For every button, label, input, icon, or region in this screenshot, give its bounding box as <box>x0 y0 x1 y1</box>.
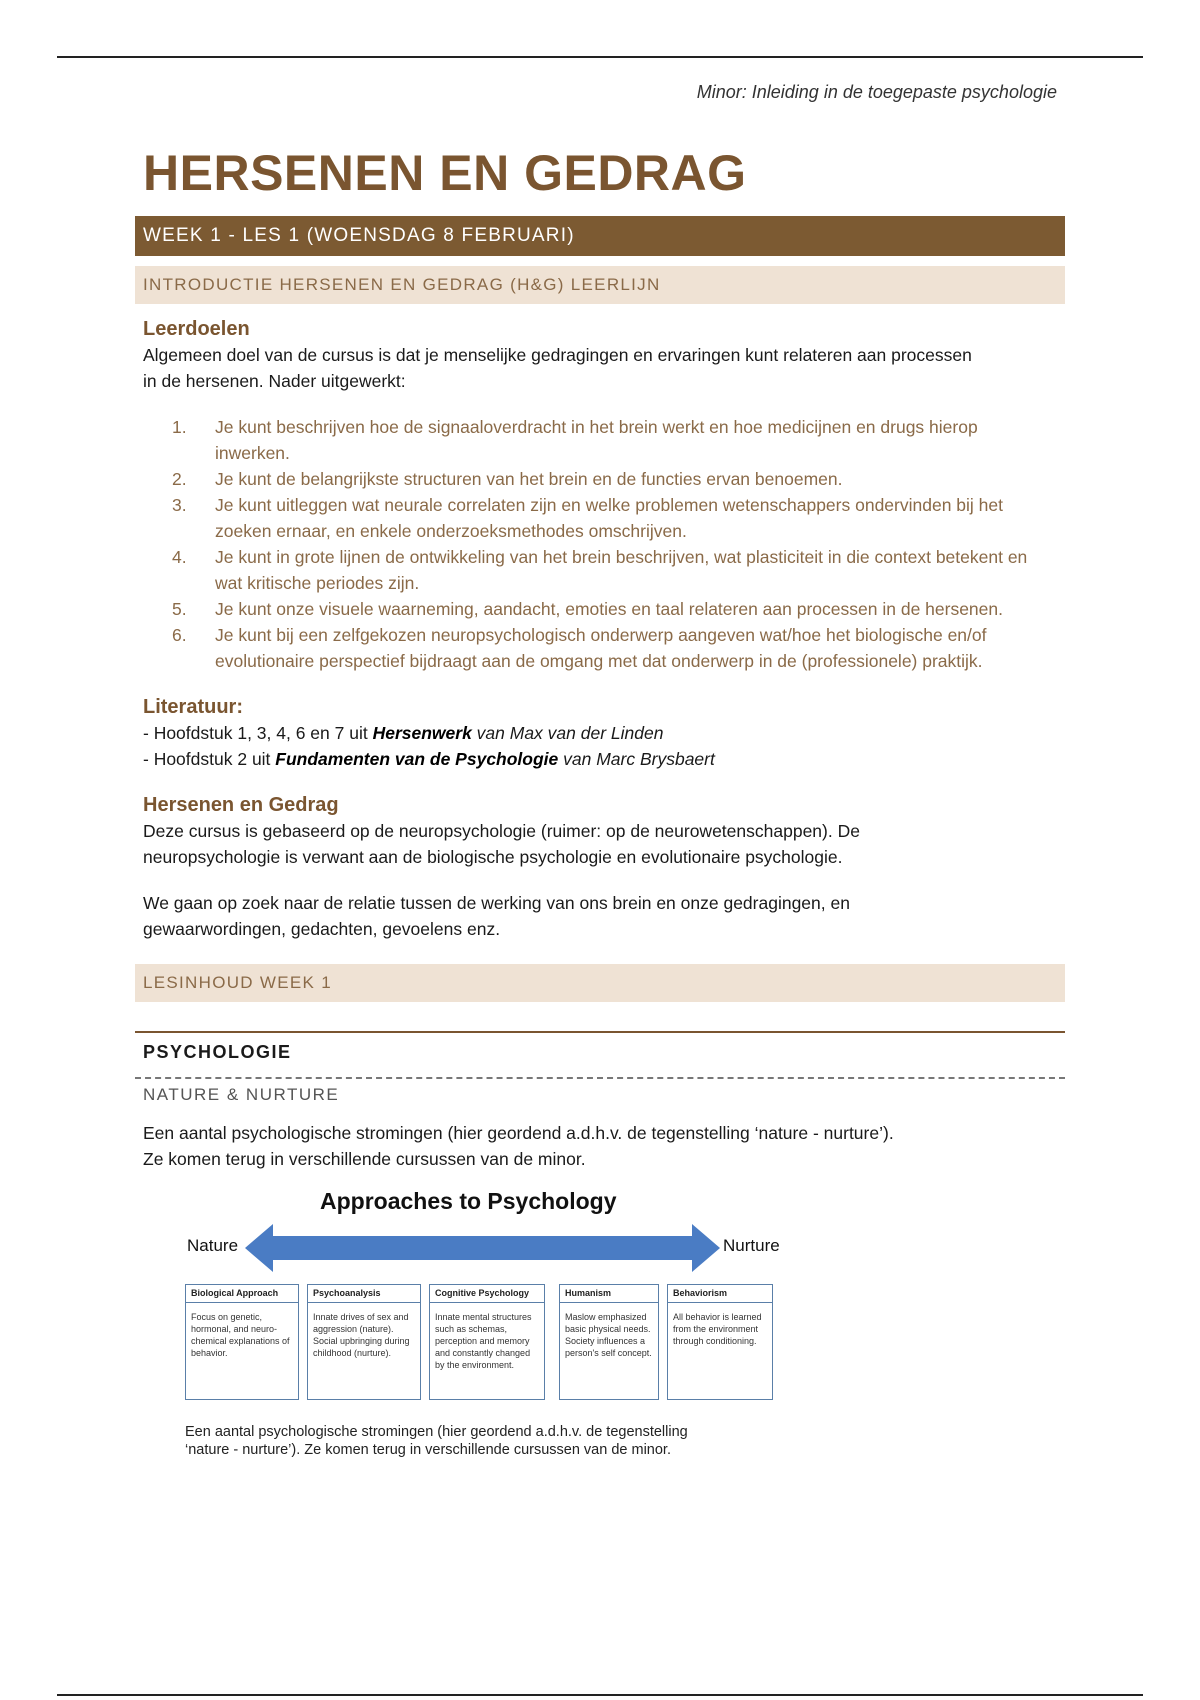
literature-item: - Hoofdstuk 1, 3, 4, 6 en 7 uit Hersenwerk van Max van der Linden <box>143 723 664 743</box>
goal-item: 6. Je kunt bij een zelfgekozen neuropsychologisch onderwerp aangeven wat/hoe het biologische en/of evolutionaire perspectief bijdraagt aan de omgang met dat onderwerp in de (professionele) praktijk. <box>172 625 987 671</box>
approach-box-humanism: Humanism Maslow emphasized basic physical needs. Society influences a person's self concept. <box>559 1284 659 1400</box>
approach-box-biological: Biological Approach Focus on genetic, hormonal, and neuro-chemical explanations of behavior. <box>185 1284 299 1400</box>
leerdoelen-section <box>135 316 1065 394</box>
hersenen-gedrag-heading: Hersenen en Gedrag <box>143 794 339 816</box>
paragraph-line: Deze cursus is gebaseerd op de neuropsychologie (ruimer: op de neurowetenschappen). De <box>143 821 860 841</box>
literatuur-section <box>135 694 1065 772</box>
double-arrow-icon <box>245 1224 720 1272</box>
paragraph-line: gewaarwordingen, gedachten, gevoelens enz. <box>143 919 501 939</box>
goal-item: 1. Je kunt beschrijven hoe de signaaloverdracht in het brein werkt en hoe medicijnen en drugs hierop inwerken. <box>172 417 978 463</box>
course-header: Minor: Inleiding in de toegepaste psychologie <box>696 82 1057 102</box>
week-heading-bar: WEEK 1 - LES 1 (WOENSDAG 8 FEBRUARI) <box>135 216 1065 256</box>
paragraph-line: Een aantal psychologische stromingen (hier geordend a.d.h.v. de tegenstelling ‘nature - nurture’). <box>143 1123 894 1143</box>
nature-nurture-heading: NATURE & NURTURE <box>143 1085 340 1104</box>
dashed-divider <box>135 1077 1065 1079</box>
page-title: HERSENEN EN GEDRAG <box>143 145 747 201</box>
literature-item: - Hoofdstuk 2 uit Fundamenten van de Psychologie van Marc Brysbaert <box>143 749 715 769</box>
intro-heading-bar: INTRODUCTIE HERSENEN EN GEDRAG (H&G) LEERLIJN <box>135 266 1065 304</box>
leerdoelen-intro-line-1: Algemeen doel van de cursus is dat je menselijke gedragingen en ervaringen kunt relateren aan processen <box>143 345 972 365</box>
nature-label: Nature <box>187 1236 239 1255</box>
goal-item: 5. Je kunt onze visuele waarneming, aandacht, emoties en taal relateren aan processen in de hersenen. <box>172 599 1003 619</box>
nature-nurture-text <box>135 1120 1065 1172</box>
paragraph-line: Ze komen terug in verschillende cursussen van de minor. <box>143 1149 586 1169</box>
section-rule <box>135 1031 1065 1033</box>
approach-box-behaviorism: Behaviorism All behavior is learned from the environment through conditioning. <box>667 1284 773 1400</box>
approach-box-psychoanalysis: Psychoanalysis Innate drives of sex and aggression (nature). Social upbringing during childhood (nurture). <box>307 1284 421 1400</box>
hersenen-gedrag-section <box>135 792 1065 942</box>
paragraph-line: We gaan op zoek naar de relatie tussen de werking van ons brein en onze gedragingen, en <box>143 893 850 913</box>
lesinhoud-heading-bar: LESINHOUD WEEK 1 <box>135 964 1065 1002</box>
figure-caption: Een aantal psychologische stromingen (hier geordend a.d.h.v. de tegenstelling ‘nature - nurture’). Ze komen terug in verschillende cursussen van de minor. <box>185 1424 688 1458</box>
nurture-label: Nurture <box>723 1236 780 1255</box>
goal-item: 3. Je kunt uitleggen wat neurale correlaten zijn en welke problemen wetenschappers ondervinden bij het zoeken ernaar, en enkele onderzoeksmethodes omschrijven. <box>172 495 1003 541</box>
approach-box-cognitive: Cognitive Psychology Innate mental structures such as schemas, perception and memory and constantly changed by the environment. <box>429 1284 545 1400</box>
document-body <box>135 140 1065 1478</box>
psychologie-heading: PSYCHOLOGIE <box>143 1042 292 1062</box>
bottom-rule <box>57 1694 1143 1696</box>
goal-item: 2. Je kunt de belangrijkste structuren van het brein en de functies ervan benoemen. <box>172 469 843 489</box>
figure-title: Approaches to Psychology <box>320 1188 617 1214</box>
leerdoelen-heading: Leerdoelen <box>143 318 250 340</box>
goal-item: 4. Je kunt in grote lijnen de ontwikkeling van het brein beschrijven, wat plasticiteit in die context betekent en wat kritische periodes zijn. <box>172 547 1028 593</box>
literatuur-heading: Literatuur: <box>143 696 243 718</box>
paragraph-line: neuropsychologie is verwant aan de biologische psychologie en evolutionaire psychologie. <box>143 847 843 867</box>
goals-list <box>135 414 1065 674</box>
leerdoelen-intro-line-2: in de hersenen. Nader uitgewerkt: <box>143 371 406 391</box>
approaches-figure <box>175 1188 780 1478</box>
top-rule <box>57 56 1143 58</box>
